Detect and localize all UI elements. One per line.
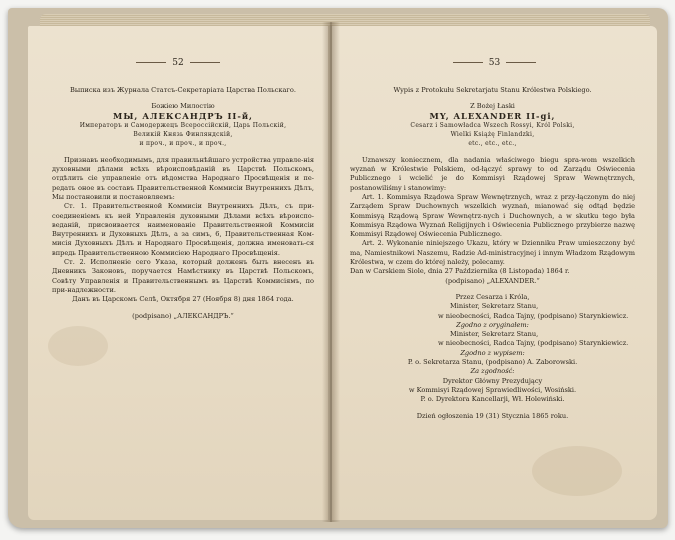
signature-line: Za zgodność:	[470, 367, 515, 376]
signature-line: Zgodno z oryginałem:	[456, 320, 529, 329]
right-title-line: Cesarz i Samowładca Wszech Rossyi, Król Polski,	[410, 121, 575, 129]
right-dated: Dan w Carskiem Siole, dnia 27 Października (8 Listopada) 1864 r.	[350, 267, 570, 276]
signature-line: Zgodno z wypisem:	[460, 348, 525, 357]
right-paragraph: Uznawszy koniecznem, dla nadania właściwego biegu spra-wom wszelkich wyznań w Królestwie Polskiem, od-łączyć sprawy to od Zarządu Oświecenia Publicznego i wcielić je do Kommisyi Rządowej Spraw Wewnętrznych, postanowiliśmy i stanowimy:	[350, 155, 635, 192]
right-signed: (podpisano) „ALEXANDER.“	[445, 276, 540, 285]
left-name: МЫ, АЛЕКСАНДРЪ II-й,	[113, 110, 253, 121]
signature-line: Minister, Sekretarz Stanu,	[450, 302, 539, 311]
signature-line: Minister, Sekretarz Stanu,	[450, 330, 539, 339]
right-name: MY, ALEXANDER II-gi,	[429, 110, 556, 121]
right-title-line: etc., etc., etc.,	[468, 140, 517, 148]
left-paragraph: Ст. 2. Исполненіе сего Указа, который долженъ быть внесенъ въ Дневникъ Законовъ, поручается Намѣстнику въ Царствѣ Польскомъ, Совѣту Управленія и Правительственнымъ въ Царствѣ Коммисіямъ, по при-надлежности.	[52, 258, 314, 294]
paper-stain	[532, 446, 622, 496]
left-title-line: Императоръ и Самодержецъ Всероссійскій, Царь Польскій,	[79, 121, 287, 129]
left-paragraph: Ст. 1. Правительственной Коммисіи Внутреннихъ Дѣлъ, съ при-соединеніемъ къ ней Управленія духовными Дѣлами всѣхъ вѣроиспо-веданій, присвоивается наименованіе Правительственной Коммисіи Внутреннихъ и Духовныхъ Дѣлъ, а за симъ, 6, Правительственная Ком-мисія Духовныхъ Дѣлъ и Народнаго Просвѣщенія, должна именовать-ся впредь Правительственною Коммисіею Народнаго Просвѣщенія.	[52, 202, 314, 257]
right-paragraph: Art. 1. Kommisya Rządowa Spraw Wewnętrznych, wraz z przy-łączonym do niej Zarządem Spraw Duchownych wszelkich wyznań, mianować się odtąd będzie Kommisyą Rządową Spraw Wewnętrz-nych i Duchownych, a w skutku tego była Kommisya Rządowa Wyznań Religijnych i Oświecenia Publicznego przybierze nazwę Kommisyi Rządowej Oświecenia Publicznego.	[350, 192, 635, 239]
signature-line: w nieobecności, Radca Tajny, (podpisano) Starynkiewicz.	[438, 339, 629, 348]
left-paragraph: Признавъ необходимымъ, для правильнѣйшаго устройства управле-нія духовными дѣлами всѣхъ вѣроисповѣданій въ Царствѣ Польскомъ, отдѣлить сіе управленіе отъ вѣдомства Народнаго Просвѣщенія и пе-редать оное въ составъ Правительственной Коммисіи Внутреннихъ Дѣлъ, Мы постановили и постановляемъ:	[52, 155, 314, 201]
signature-line: Dyrektor Główny Prezydujący	[442, 376, 543, 385]
left-title-line: и проч., и проч., и проч.,	[139, 140, 227, 148]
left-grace: Божіею Милостію	[151, 102, 215, 111]
left-signed: (podpisano) „АЛЕКСАНДРЪ.“	[132, 311, 234, 320]
signature-line: w nieobecności, Radca Tajny, (podpisano) Starynkiewicz.	[438, 311, 629, 320]
right-title: Wypis z Protokułu Sekretarjatu Stanu Królestwa Polskiego.	[393, 86, 592, 94]
signature-line: Przez Cesarza i Króla,	[455, 292, 530, 301]
announced-date: Dzień ogłoszenia 19 (31) Stycznia 1865 roku.	[416, 411, 569, 420]
left-page	[28, 26, 328, 520]
signature-line: P. o. Sekretarza Stanu, (podpisano) A. Zaborowski.	[407, 358, 578, 367]
left-dated: Данъ въ Царскомъ Селѣ, Октября 27 (Ноября 8) дня 1864 года.	[72, 295, 294, 304]
signature-line: w Kommisyi Rządowej Sprawiedliwości, Wosiński.	[408, 385, 577, 394]
page-edges	[40, 14, 650, 26]
book-gutter	[322, 22, 340, 522]
page-number-right: 53	[332, 58, 657, 68]
left-page-text	[52, 86, 314, 321]
left-title: Выписка изъ Журнала Статсъ-Секретаріата Царства Польскаго.	[70, 86, 296, 94]
right-title-line: Wielki Książę Finlandzki,	[450, 131, 535, 139]
right-grace: Z Bożej Łaski	[470, 102, 515, 111]
signature-line: P. o. Dyrektora Kancellarji, Wł. Holewiński.	[420, 395, 565, 404]
right-page	[332, 26, 657, 520]
paper-stain	[48, 326, 108, 366]
right-page-text	[350, 86, 635, 421]
right-paragraph: Art. 2. Wykonanie niniejszego Ukazu, który w Dzienniku Praw umieszczony być ma, Namiestnikowi Naszemu, Radzie Ad-ministracyjnej i innym Władzom Rządowym Królestwa, w czem do której należy, polecamy.	[350, 239, 635, 267]
page-number-left: 52	[28, 58, 328, 68]
left-title-line: Великій Князь Финляндскій,	[133, 131, 233, 139]
